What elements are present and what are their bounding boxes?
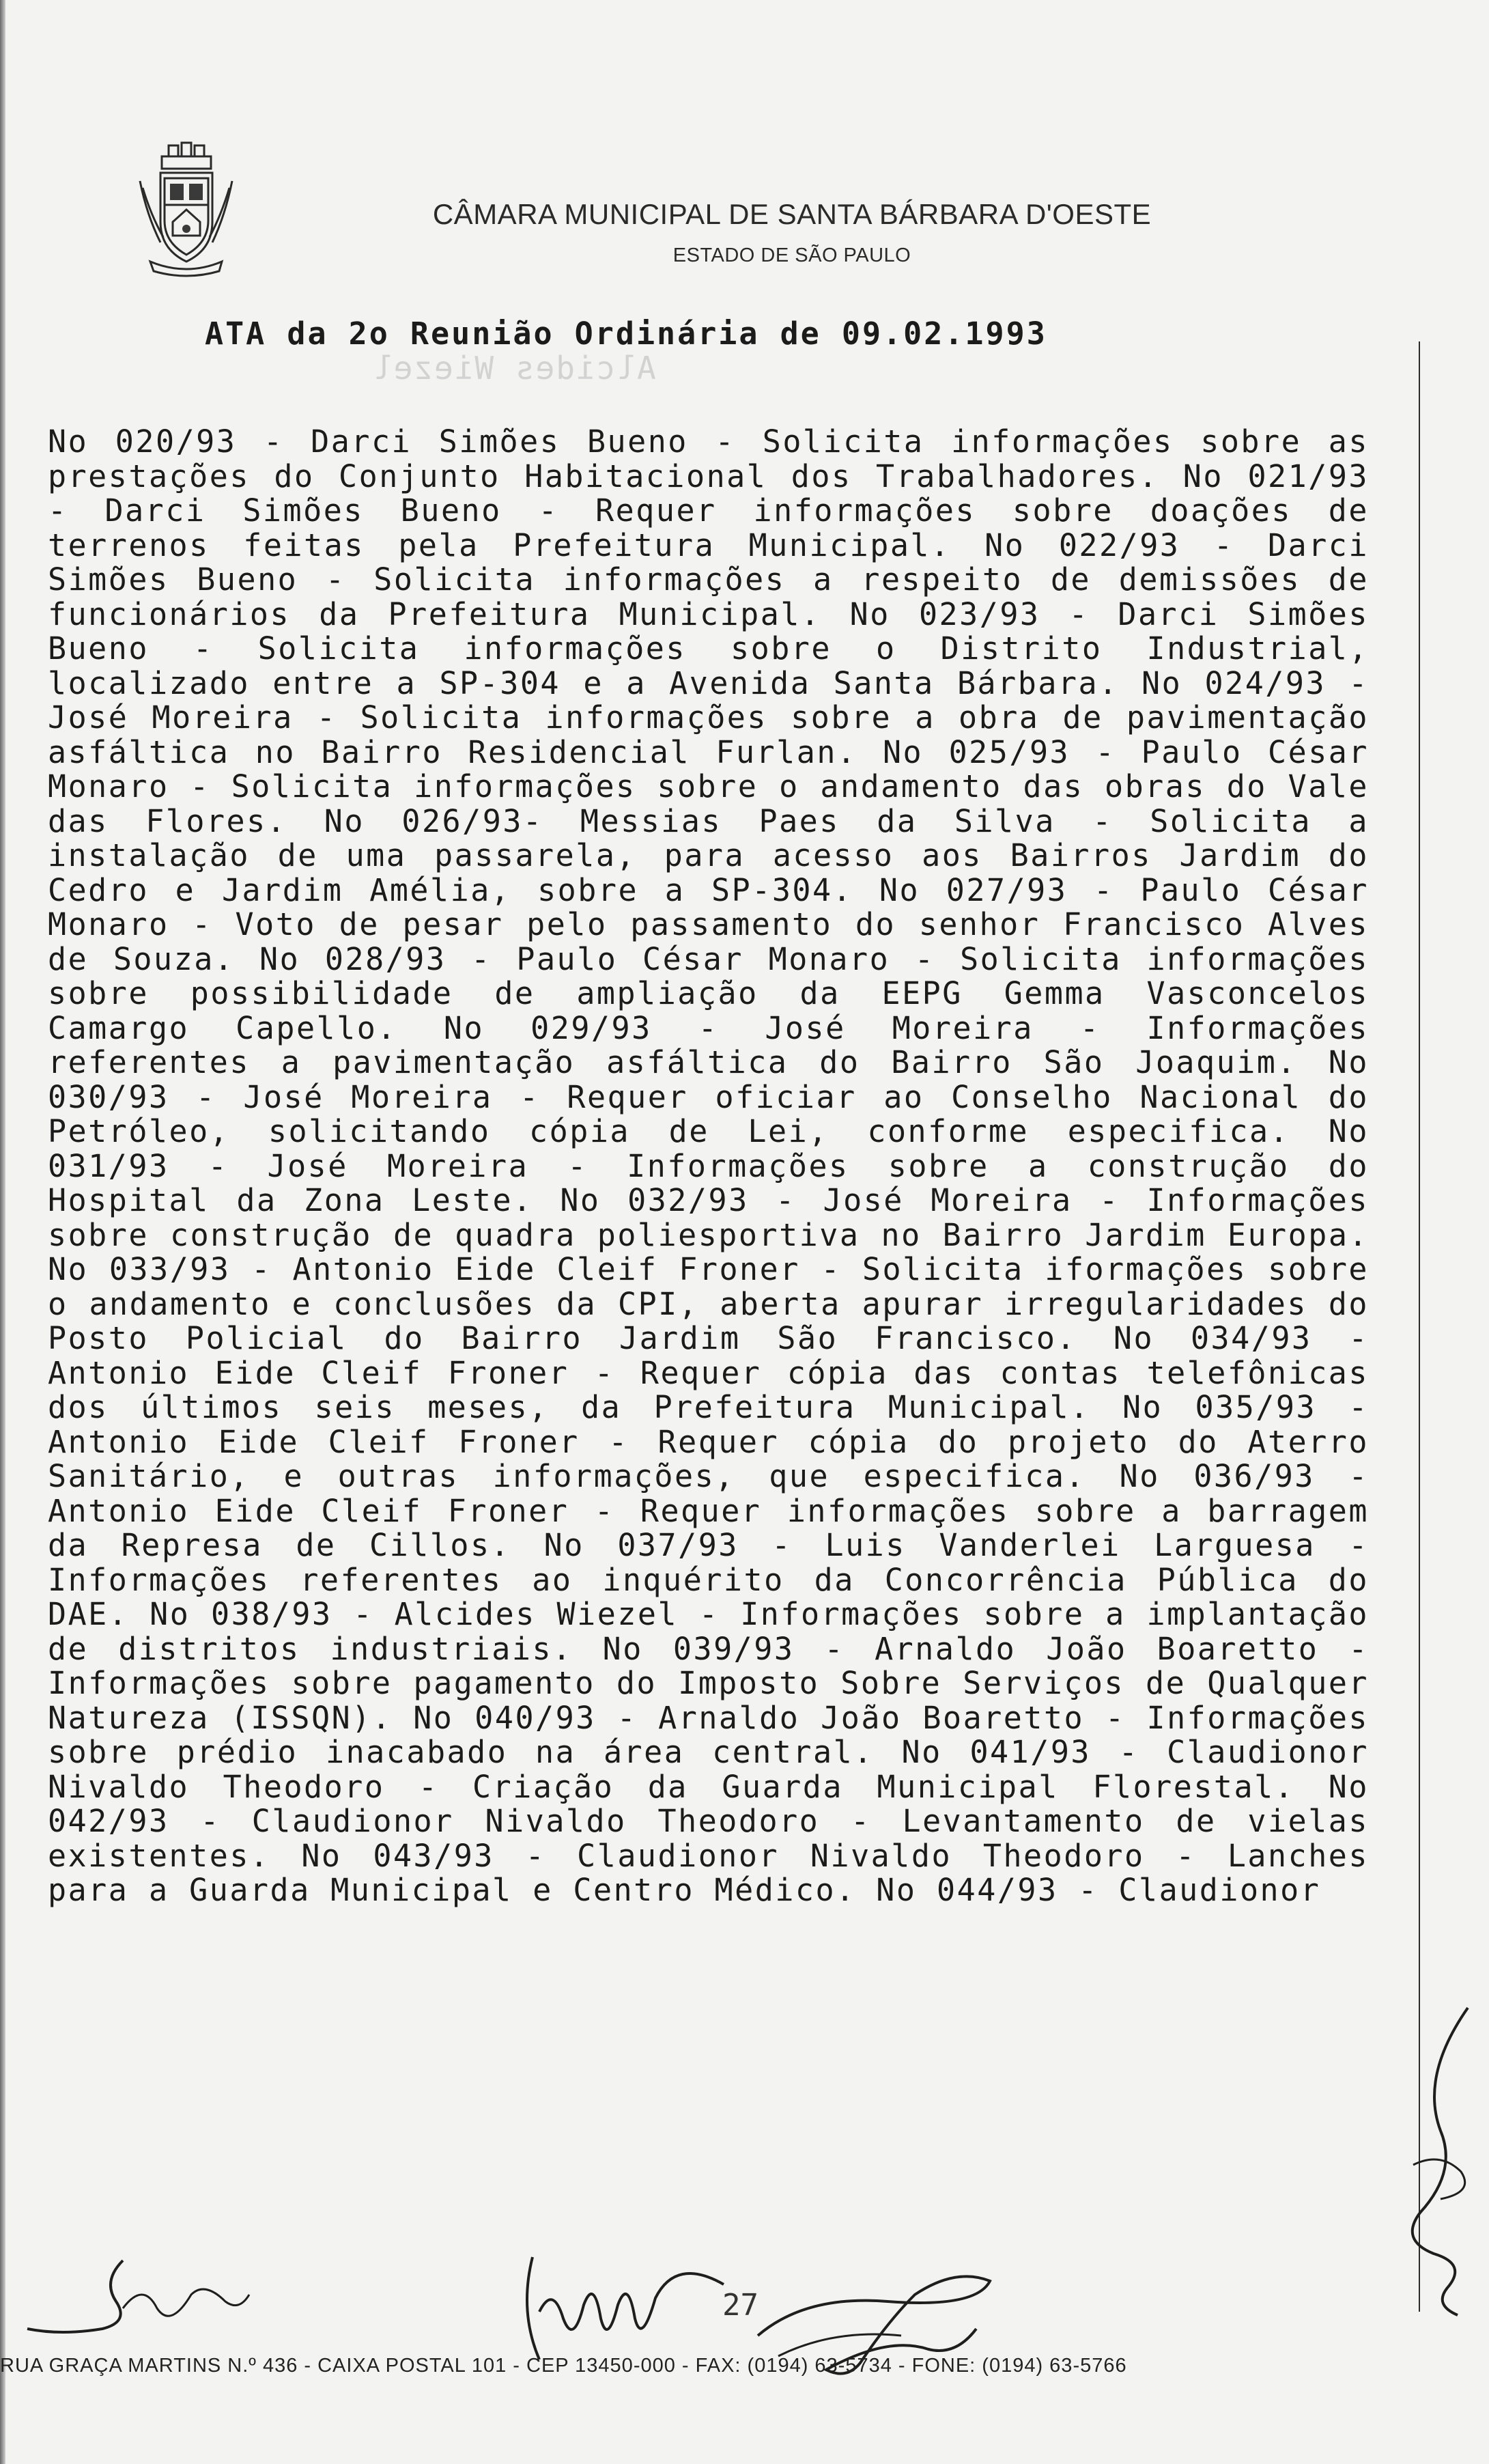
footer-address: RUA GRAÇA MARTINS N.º 436 - CAIXA POSTAL 101 - CEP 13450-000 - FAX: (0194) 63-5734 - FONE: (0194) 63-5766 [0,2355,1127,2377]
letterhead-title: CÂMARA MUNICIPAL DE SANTA BÁRBARA D'OESTE [432,198,1152,230]
letterhead [382,198,1202,267]
minutes-paragraph: No 020/93 - Darci Simões Bueno - Solicita informações sobre as prestações do Conjunto Habitacional dos Trabalhadores. No 021/93 - Darci Simões Bueno - Requer informações sobre doações de terrenos feitas pela Prefeitura Municipal. No 022/93 - Darci Simões Bueno - Solicita informações a respeito de demissões de funcionários da Prefeitura Municipal. No 023/93 - Darci Simões Bueno - Solicita informações sobre o Distrito Industrial, localizado entre a SP-304 e a Avenida Santa Bárbara. No 024/93 - José Moreira - Solicita informações sobre a obra de pavimentação asfáltica no Bairro Residencial Furlan. No 025/93 - Paulo César Monaro - Solicita informações sobre o andamento das obras do Vale das Flores. No 026/93- Messias Paes da Silva - Solicita a instalação de uma passarela, para acesso aos Bairros Jardim do Cedro e Jardim Amélia, sobre a SP-304. No 027/93 - Paulo César Monaro - Voto de pesar pelo passamento do senhor Francisco Alves de Souza. No 028/93 - Paulo César Monaro - Solicita informações sobre possibilidade de ampliação da EEPG Gemma Vasconcelos Camargo Capello. No 029/93 - José Moreira - Informações referentes a pavimentação asfáltica do Bairro São Joaquim. No 030/93 - José Moreira - Requer oficiar ao Conselho Nacional do Petróleo, solicitando cópia de Lei, conforme especifica. No 031/93 - José Moreira - Informações sobre a construção do Hospital da Zona Leste. No 032/93 - José Moreira - Informações sobre construção de quadra poliesportiva no Bairro Jardim Europa. No 033/93 - Antonio Eide Cleif Froner - Solicita iformações sobre o andamento e conclusões da CPI, aberta apurar irregularidades do Posto Policial do Bairro Jardim São Francisco. No 034/93 - Antonio Eide Cleif Froner - Requer cópia das contas telefônicas dos últimos seis meses, da Prefeitura Municipal. No 035/93 - Antonio Eide Cleif Froner - Requer cópia do projeto do Aterro Sanitário, e outras informações, que especifica. No 036/93 - Antonio Eide Cleif Froner - Requer informações sobre a barragem da Represa de Cillos. No 037/93 - Luis Vanderlei Larguesa - Informações referentes ao inquérito da Concorrência Pública do DAE. No 038/93 - Alcides Wiezel - Informações sobre a implantação de distritos industriais. No 039/93 - Arnaldo João Boaretto - Informações sobre pagamento do Imposto Sobre Serviços de Qualquer Natureza (ISSQN). No 040/93 - Arnaldo João Boaretto - Informações sobre prédio inacabado na área central. No 041/93 - Claudionor Nivaldo Theodoro - Criação da Guarda Municipal Florestal. No 042/93 - Claudionor Nivaldo Theodoro - Levantamento de vielas existentes. No 043/93 - Claudionor Nivaldo Theodoro - Lanches para a Guarda Municipal e Centro Médico. No 044/93 - Claudionor [48,423,1369,1908]
minutes-body [48,425,1369,2241]
signature-1 [20,2254,253,2349]
letterhead-subtitle: ESTADO DE SÃO PAULO [672,244,911,266]
signature-2 [498,2243,758,2373]
coat-of-arms-seal [133,140,239,280]
page-number: 27 [722,2288,758,2323]
minutes-heading: ATA da 2o Reunião Ordinária de 09.02.1993 [205,316,1047,352]
margin-signature [1393,1994,1481,2322]
page-edge-shadow [0,0,5,2464]
show-through-text: Alcides Wiezel [372,350,656,387]
